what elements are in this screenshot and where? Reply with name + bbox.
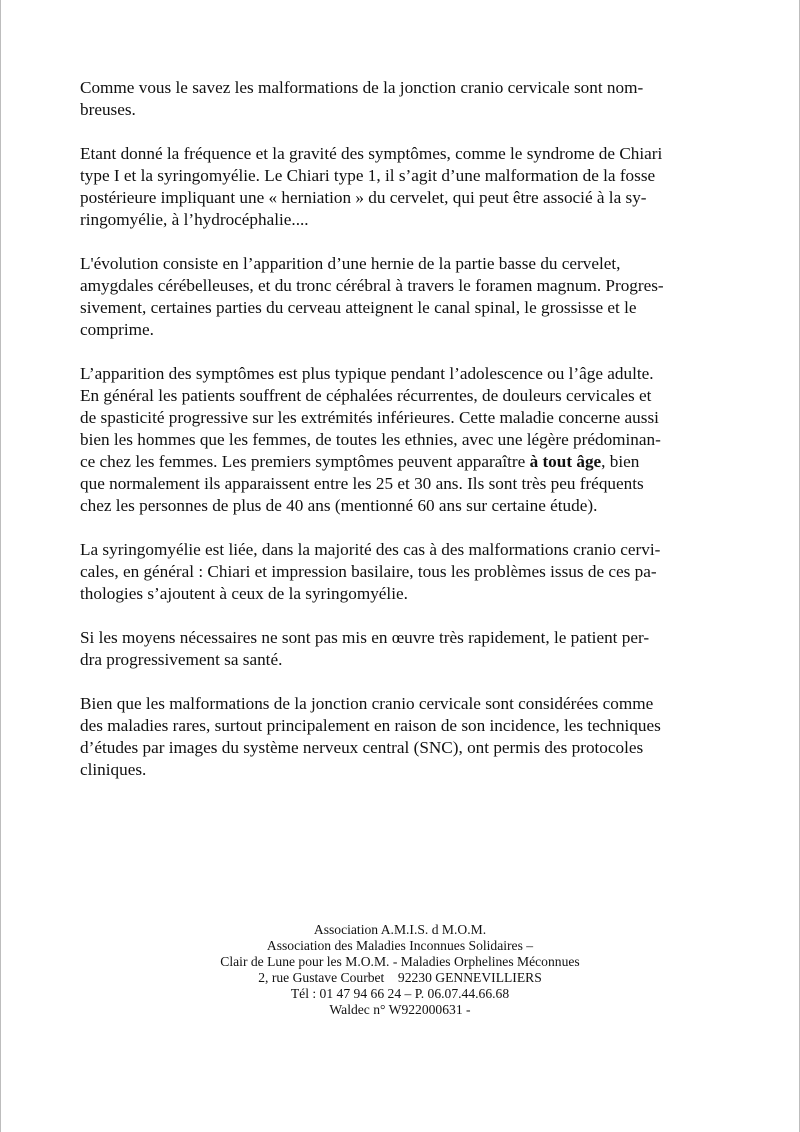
text-segment: ce chez les femmes. Les premiers symptômes peuvent apparaître [80,452,530,471]
footer-association-subtitle: Clair de Lune pour les M.O.M. - Maladies Orphelines Méconnues [220,954,580,969]
text-line: thologies s’ajoutent à ceux de la syringomyélie. [80,584,408,603]
text-line: d’études par images du système nerveux central (SNC), ont permis des protocoles [80,738,644,757]
paragraph-intro [80,77,712,121]
footer-phone: Tél : 01 47 94 66 24 – P. 06.07.44.66.68 [290,986,510,1001]
text-line: L'évolution consiste en l’apparition d’une hernie de la partie basse du cervelet, [80,254,621,273]
text-line: amygdales cérébelleuses, et du tronc cérébral à travers le foramen magnum. Progres- [80,276,664,295]
text-line: chez les personnes de plus de 40 ans (mentionné 60 ans sur certaine étude). [80,496,598,515]
text-line: que normalement ils apparaissent entre les 25 et 30 ans. Ils sont très peu fréquents [80,474,644,493]
text-line: postérieure impliquant une « herniation » du cervelet, qui peut être associé à la sy- [80,188,647,207]
text-segment: , bien [601,452,640,471]
text-line: Comme vous le savez les malformations de la jonction cranio cervicale sont nom- [80,78,644,97]
text-line: cliniques. [80,760,147,779]
paragraph-onset [80,363,712,517]
footer-association-name: Association A.M.I.S. d M.O.M. [313,922,487,937]
text-line: de spasticité progressive sur les extrémités inférieures. Cette maladie concerne aussi [80,408,659,427]
text-line: L’apparition des symptômes est plus typique pendant l’adolescence ou l’âge adulte. [80,364,654,383]
text-line: sivement, certaines parties du cerveau atteignent le canal spinal, le grossisse et le [80,298,637,317]
text-line: Si les moyens nécessaires ne sont pas mis en œuvre très rapidement, le patient per- [80,628,650,647]
paragraph-symptoms [80,143,712,231]
text-line: comprime. [80,320,154,339]
paragraph-conclusion [80,693,712,781]
text-line: breuses. [80,100,136,119]
paragraph-syringomyelia [80,539,712,605]
footer-registration: Waldec n° W922000631 - [329,1002,471,1017]
text-line-with-emphasis [80,451,712,473]
paragraph-evolution [80,253,712,341]
association-footer [0,922,800,1018]
text-line: des maladies rares, surtout principalement en raison de son incidence, les techniques [80,716,661,735]
bold-emphasis: à tout âge [529,452,602,471]
text-line: bien les hommes que les femmes, de toutes les ethnies, avec une légère prédominan- [80,430,661,449]
text-line: cales, en général : Chiari et impression basilaire, tous les problèmes issus de ces pa- [80,562,657,581]
footer-address: 2, rue Gustave Courbet 92230 GENNEVILLIERS [258,970,542,985]
text-line: dra progressivement sa santé. [80,650,283,669]
text-line: Etant donné la fréquence et la gravité des symptômes, comme le syndrome de Chiari [80,144,663,163]
text-line: La syringomyélie est liée, dans la majorité des cas à des malformations cranio cervi- [80,540,661,559]
text-line: Bien que les malformations de la jonction cranio cervicale sont considérées comme [80,694,654,713]
paragraph-treatment [80,627,712,671]
document-body [80,77,712,803]
footer-association-fullname: Association des Maladies Inconnues Solidaires – [266,938,534,953]
text-line: En général les patients souffrent de céphalées récurrentes, de douleurs cervicales et [80,386,652,405]
text-line: ringomyélie, à l’hydrocéphalie.... [80,210,309,229]
text-line: type I et la syringomyélie. Le Chiari type 1, il s’agit d’une malformation de la fosse [80,166,656,185]
